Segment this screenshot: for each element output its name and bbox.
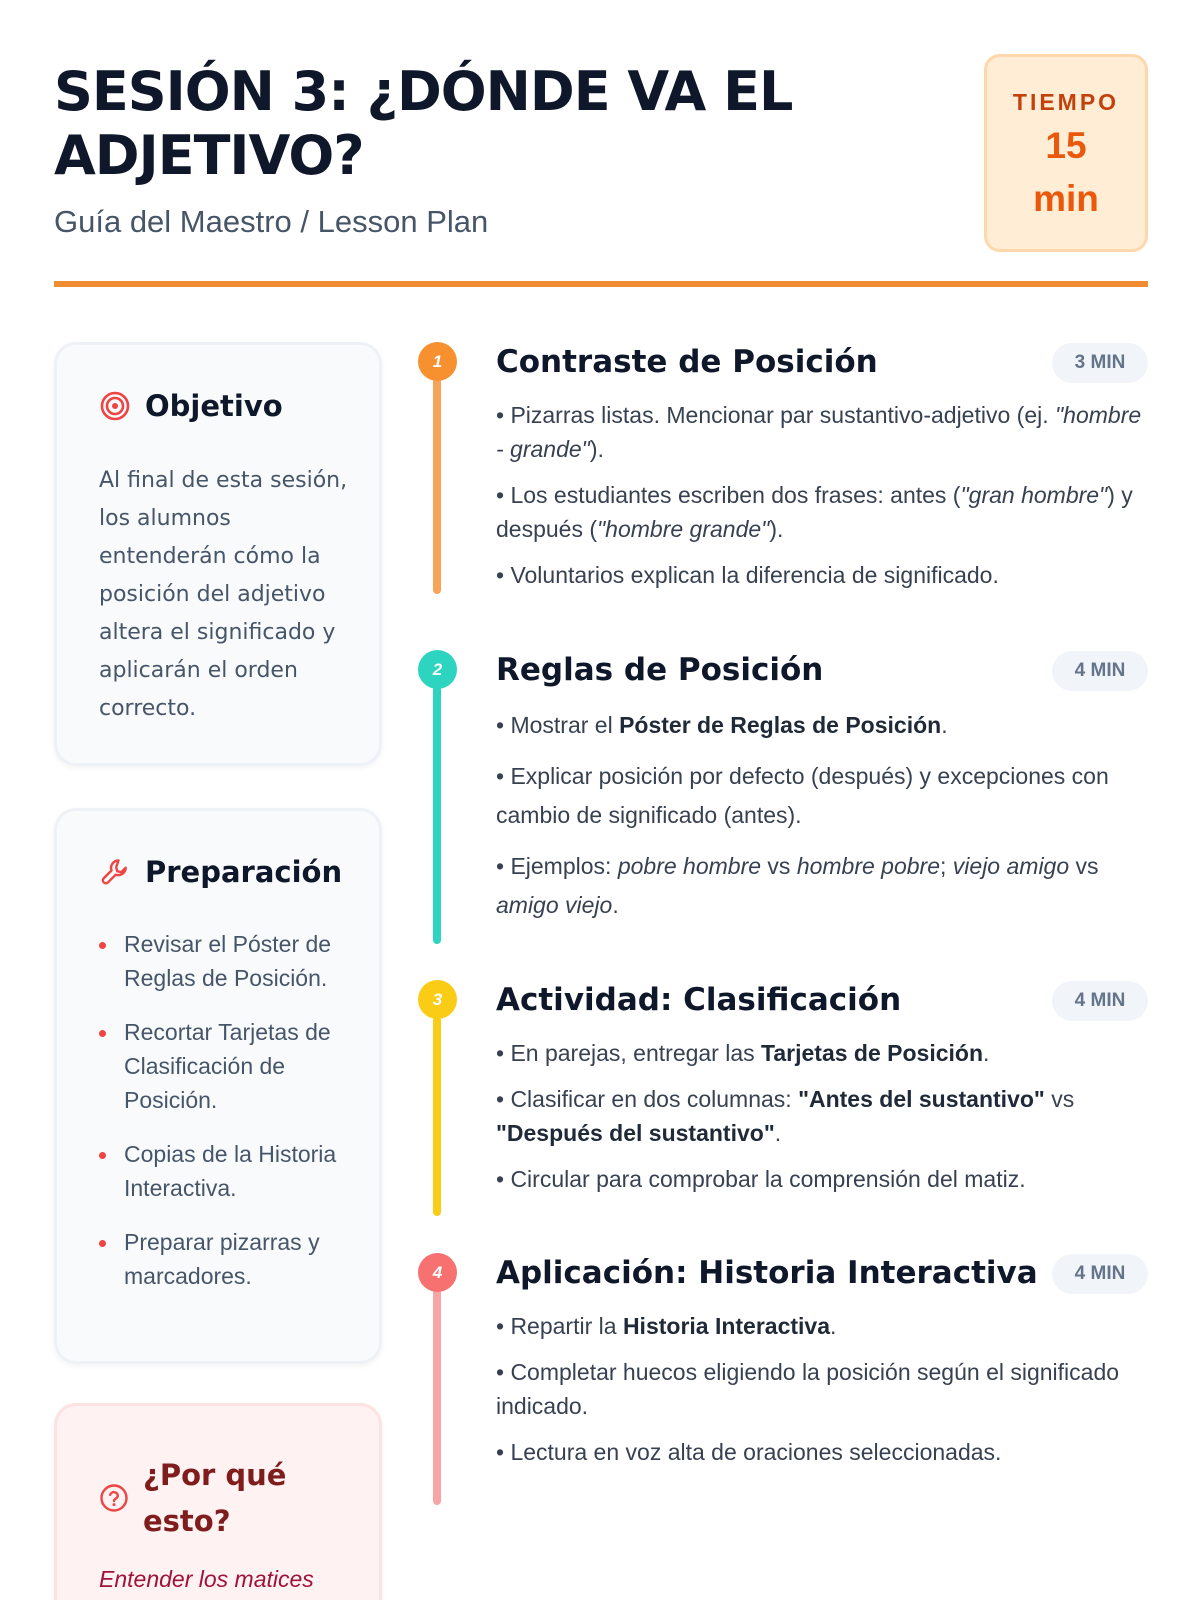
objective-text: Al final de esta sesión, los alumnos entenderán cómo la posición del adjetivo altera el significado y aplicarán el orden correcto. — [99, 468, 348, 721]
timeline-step-1 — [418, 342, 1148, 602]
list-item-text: Recortar Tarjetas de Clasificación de Posición. — [124, 1019, 331, 1113]
step-body — [496, 1036, 1148, 1208]
duration-badge: 3 MIN — [1052, 343, 1148, 383]
step-number: 4 — [418, 1253, 457, 1292]
step-bullet: • Repartir la Historia Interactiva. — [496, 1313, 837, 1339]
step-bullet: • Clasificar en dos columnas: "Antes del sustantivo" vs "Después del sustantivo". — [496, 1086, 1075, 1146]
step-bullet: • Lectura en voz alta de oraciones seleccionadas. — [496, 1439, 1002, 1465]
time-unit: min — [1033, 178, 1099, 219]
step-bullet: • Ejemplos: pobre hombre vs hombre pobre; viejo amigo vs amigo viejo. — [496, 853, 1099, 918]
list-item — [99, 1015, 359, 1117]
duration-badge: 4 MIN — [1052, 1254, 1148, 1294]
preparation-title: Preparación — [145, 855, 343, 889]
bullet-dot — [99, 942, 106, 949]
list-item-text: Copias de la Historia Interactiva. — [124, 1141, 337, 1201]
step-bullet: • Circular para comprobar la comprensión del matiz. — [496, 1166, 1026, 1192]
timeline-step-2 — [418, 650, 1148, 930]
target-icon — [99, 390, 131, 422]
step-bullet: • Completar huecos eligiendo la posición según el significado indicado. — [496, 1359, 1120, 1419]
step-number: 1 — [418, 342, 457, 381]
time-box — [984, 54, 1148, 252]
step-bullet: • Mostrar el Póster de Reglas de Posición. — [496, 712, 948, 738]
page-subtitle: Guía del Maestro / Lesson Plan — [54, 204, 489, 239]
step-bullet: • Voluntarios explican la diferencia de significado. — [496, 562, 999, 588]
timeline-step-4 — [418, 1253, 1148, 1483]
step-bullet: • En parejas, entregar las Tarjetas de Posición. — [496, 1040, 990, 1066]
step-title: Aplicación: Historia Interactiva — [496, 1255, 1038, 1291]
step-bullet: • Pizarras listas. Mencionar par sustantivo-adjetivo (ej. "hombre - grande"). — [496, 402, 1142, 462]
step-title: Reglas de Posición — [496, 652, 824, 688]
why-header — [99, 1452, 303, 1544]
step-bullet: • Los estudiantes escriben dos frases: antes ("gran hombre") y después ("hombre grande"). — [496, 482, 1133, 542]
list-item — [99, 1225, 359, 1293]
preparation-card — [54, 808, 382, 1364]
time-number: 15 — [1045, 125, 1087, 166]
why-card — [54, 1403, 382, 1600]
list-item-text: Preparar pizarras y marcadores. — [124, 1229, 320, 1289]
list-item — [99, 927, 359, 995]
page-title: SESIÓN 3: ¿DÓNDE VA EL ADJETIVO? — [54, 60, 793, 187]
list-item-text: Revisar el Póster de Reglas de Posición. — [124, 931, 332, 991]
step-number: 3 — [418, 980, 457, 1019]
list-item — [99, 1137, 359, 1205]
step-body — [496, 1309, 1148, 1481]
step-body — [496, 706, 1148, 937]
step-title: Contraste de Posición — [496, 344, 878, 380]
objective-title: Objetivo — [145, 389, 283, 423]
bullet-dot — [99, 1152, 106, 1159]
question-circle-icon — [99, 1483, 129, 1513]
preparation-header — [99, 855, 342, 889]
step-number: 2 — [418, 650, 457, 689]
preparation-list — [99, 927, 359, 1313]
timeline-line — [433, 1289, 441, 1505]
header-divider — [54, 281, 1148, 287]
header — [54, 54, 1148, 284]
timeline-line — [433, 1016, 441, 1216]
timeline-line — [433, 378, 441, 594]
step-bullet: • Explicar posición por defecto (después) y excepciones con cambio de significado (antes). — [496, 763, 1109, 828]
duration-badge: 4 MIN — [1052, 981, 1148, 1021]
step-body — [496, 398, 1148, 604]
bullet-dot — [99, 1030, 106, 1037]
time-label: TIEMPO — [1012, 89, 1120, 115]
step-title: Actividad: Clasificación — [496, 982, 902, 1018]
timeline-step-3 — [418, 980, 1148, 1200]
timeline-line — [433, 686, 441, 944]
why-text: Entender los matices — [99, 1566, 314, 1592]
bullet-dot — [99, 1240, 106, 1247]
objective-header — [99, 389, 283, 423]
why-title: ¿Por qué esto? — [143, 1458, 287, 1538]
wrench-icon — [99, 856, 131, 888]
objective-card — [54, 342, 382, 766]
duration-badge: 4 MIN — [1052, 651, 1148, 691]
